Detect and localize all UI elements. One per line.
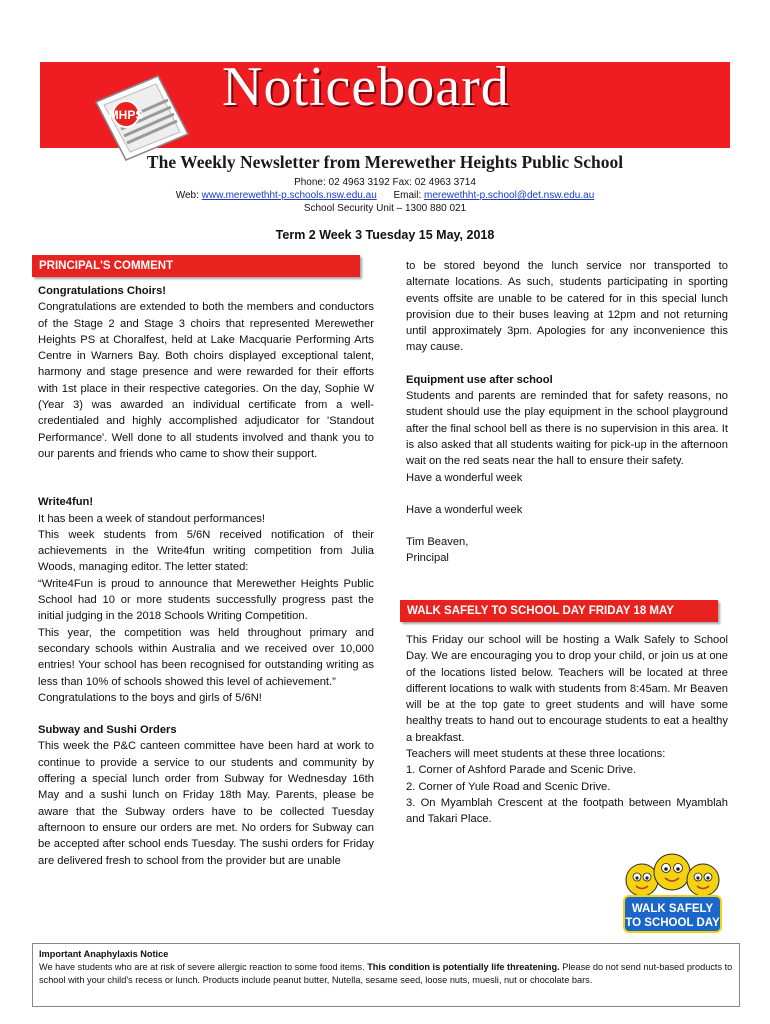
locations-intro: Teachers will meet students at these three locations: <box>406 748 666 761</box>
equipment-body: Students and parents are reminded that for safety reasons, no student should use the play equipment in the school playground after the final school bell as there is no supervision in this area. It is also asked that all students waiting for pick-up in the afternoon wait on the red seats near the hall to ensure their safety. <box>406 390 728 468</box>
walk-safely-logo <box>620 850 725 936</box>
newsletter-subtitle: The Weekly Newsletter from Merewether Heights Public School <box>146 152 624 172</box>
subway-sushi-title: Subway and Sushi Orders <box>38 724 177 737</box>
walk-safely-heading: WALK SAFELY TO SCHOOL DAY FRIDAY 18 MAY <box>400 600 718 622</box>
equipment-signoff: Have a wonderful week <box>406 471 523 484</box>
walk-logo-line-2: TO SCHOOL DAY <box>625 917 720 929</box>
write4fun-intro: It has been a week of standout performances! <box>38 512 265 525</box>
web-label: Web: <box>175 190 199 201</box>
write4fun-notification: This week students from 5/6N received notification of their achievements in the Write4fun writing competition from Julia Woods, managing editor. The letter stated: <box>38 528 374 574</box>
anaphylaxis-text <box>39 961 733 987</box>
choirs-body: Congratulations are extended to both the members and conductors of the Stage 2 and Stage 3 choirs that represented Merewether Heights PS at Choralfest, held at Lake Macquarie Performing Arts Centre in Warners Bay. Both choirs displayed exceptional talent, harmony and stage presence and were rewarded for their efforts with 1st place in their respective categories. On the day, Sophie W (Year 3) was awarded an individual certificate from a well-credentialed and highly accomplished adjudicator for 'Standout Performance'. Well done to all students involved and thank you to our parents and friends who came to show their support. <box>38 301 374 460</box>
location-1: 1. Corner of Ashford Parade and Scenic Drive. <box>406 764 637 777</box>
newsletter-title: Noticeboard <box>222 56 510 118</box>
contact-web-email <box>0 189 770 202</box>
issue-date: Term 2 Week 3 Tuesday 15 May, 2018 <box>275 228 495 242</box>
write4fun-congrats: Congratulations to the boys and girls of 5/6N! <box>38 691 262 704</box>
location-2: 2. Corner of Yule Road and Scenic Drive. <box>406 780 611 793</box>
left-column <box>38 283 374 869</box>
anaphylaxis-warning: This condition is potentially life threatening. <box>367 962 560 972</box>
subway-sushi-body: This week the P&C canteen committee have been hard at work to continue to provide a service to our students and community by offering a special lunch order from Subway for Wednesday 16th May and a sushi lunch on Friday 18th May. Parents, please be aware that the Subway orders have to be collected Tuesday afternoon to ensure our orders are met. No orders for Subway can be accepted after school ends Tuesday. The sushi orders for Friday are delivered fresh to school from the provider but are unable <box>38 740 374 867</box>
security-line: School Security Unit – 1300 880 021 <box>303 203 467 214</box>
anaphylaxis-text-2: Please do not send nut-based products to school with your child's recess or lunch. Products include peanut butter, Nutella, sesame seed, loose nuts, muesli, nut or chocolate bars. <box>39 962 733 985</box>
principal-name: Tim Beaven, <box>406 536 469 549</box>
anaphylaxis-notice <box>32 943 740 1007</box>
walk-safely-body: This Friday our school will be hosting a Walk Safely to School Day. We are encouraging you to drop your child, or join us at one of the locations listed below. Teachers will be located at three different locations to walk with students from 8:45am. Mr Beaven will be at the top gate to greet students and will have some healthy treats to hand out to encourage students to eat a healthy a breakfast. <box>406 634 728 744</box>
closing-line: Have a wonderful week <box>406 503 523 516</box>
write4fun-quote: “Write4Fun is proud to announce that Merewether Heights Public School had 10 or more students successfully progress past the initial judging in the 2018 Schools Writing Competition. <box>38 577 374 623</box>
equipment-title: Equipment use after school <box>406 373 553 386</box>
logo-monogram: MHPS <box>108 108 144 122</box>
write4fun-title: Write4fun! <box>38 496 94 509</box>
write4fun-competition: This year, the competition was held throughout primary and secondary schools within Australia and we received over 10,000 entries! Your school has been recognised for outstanding writing as less than 10% of schools showed this level of achievement.” <box>38 626 374 688</box>
choirs-title: Congratulations Choirs! <box>38 285 167 297</box>
contact-phone-fax: Phone: 02 4963 3192 Fax: 02 4963 3714 <box>294 177 476 188</box>
school-logo <box>88 72 198 164</box>
principal-role: Principal <box>406 552 449 565</box>
principal-comment-heading: PRINCIPAL'S COMMENT <box>32 255 360 277</box>
subway-sushi-continued: to be stored beyond the lunch service nor transported to alternate locations. As such, students participating in sporting events offsite are unable to be catered for in this special lunch provision due to their buses leaving at 12pm and not returning until approximately 3pm. Apologies for any inconvenience this may cause. <box>406 260 728 354</box>
anaphylaxis-text-1: We have students who are at risk of severe allergic reaction to some food items. <box>39 962 368 972</box>
location-3: 3. On Myamblah Crescent at the footpath between Myamblah and Takari Place. <box>406 796 728 826</box>
website-link[interactable]: www.merewethht-p.schools.nsw.edu.au <box>201 190 377 201</box>
email-label: Email: <box>393 190 422 201</box>
email-link[interactable]: merewethht-p.school@det.nsw.edu.au <box>424 190 595 201</box>
walk-logo-line-1: WALK SAFELY <box>631 903 714 915</box>
right-column-top <box>406 258 728 567</box>
right-column-walk <box>406 632 728 828</box>
anaphylaxis-title: Important Anaphylaxis Notice <box>39 949 169 959</box>
